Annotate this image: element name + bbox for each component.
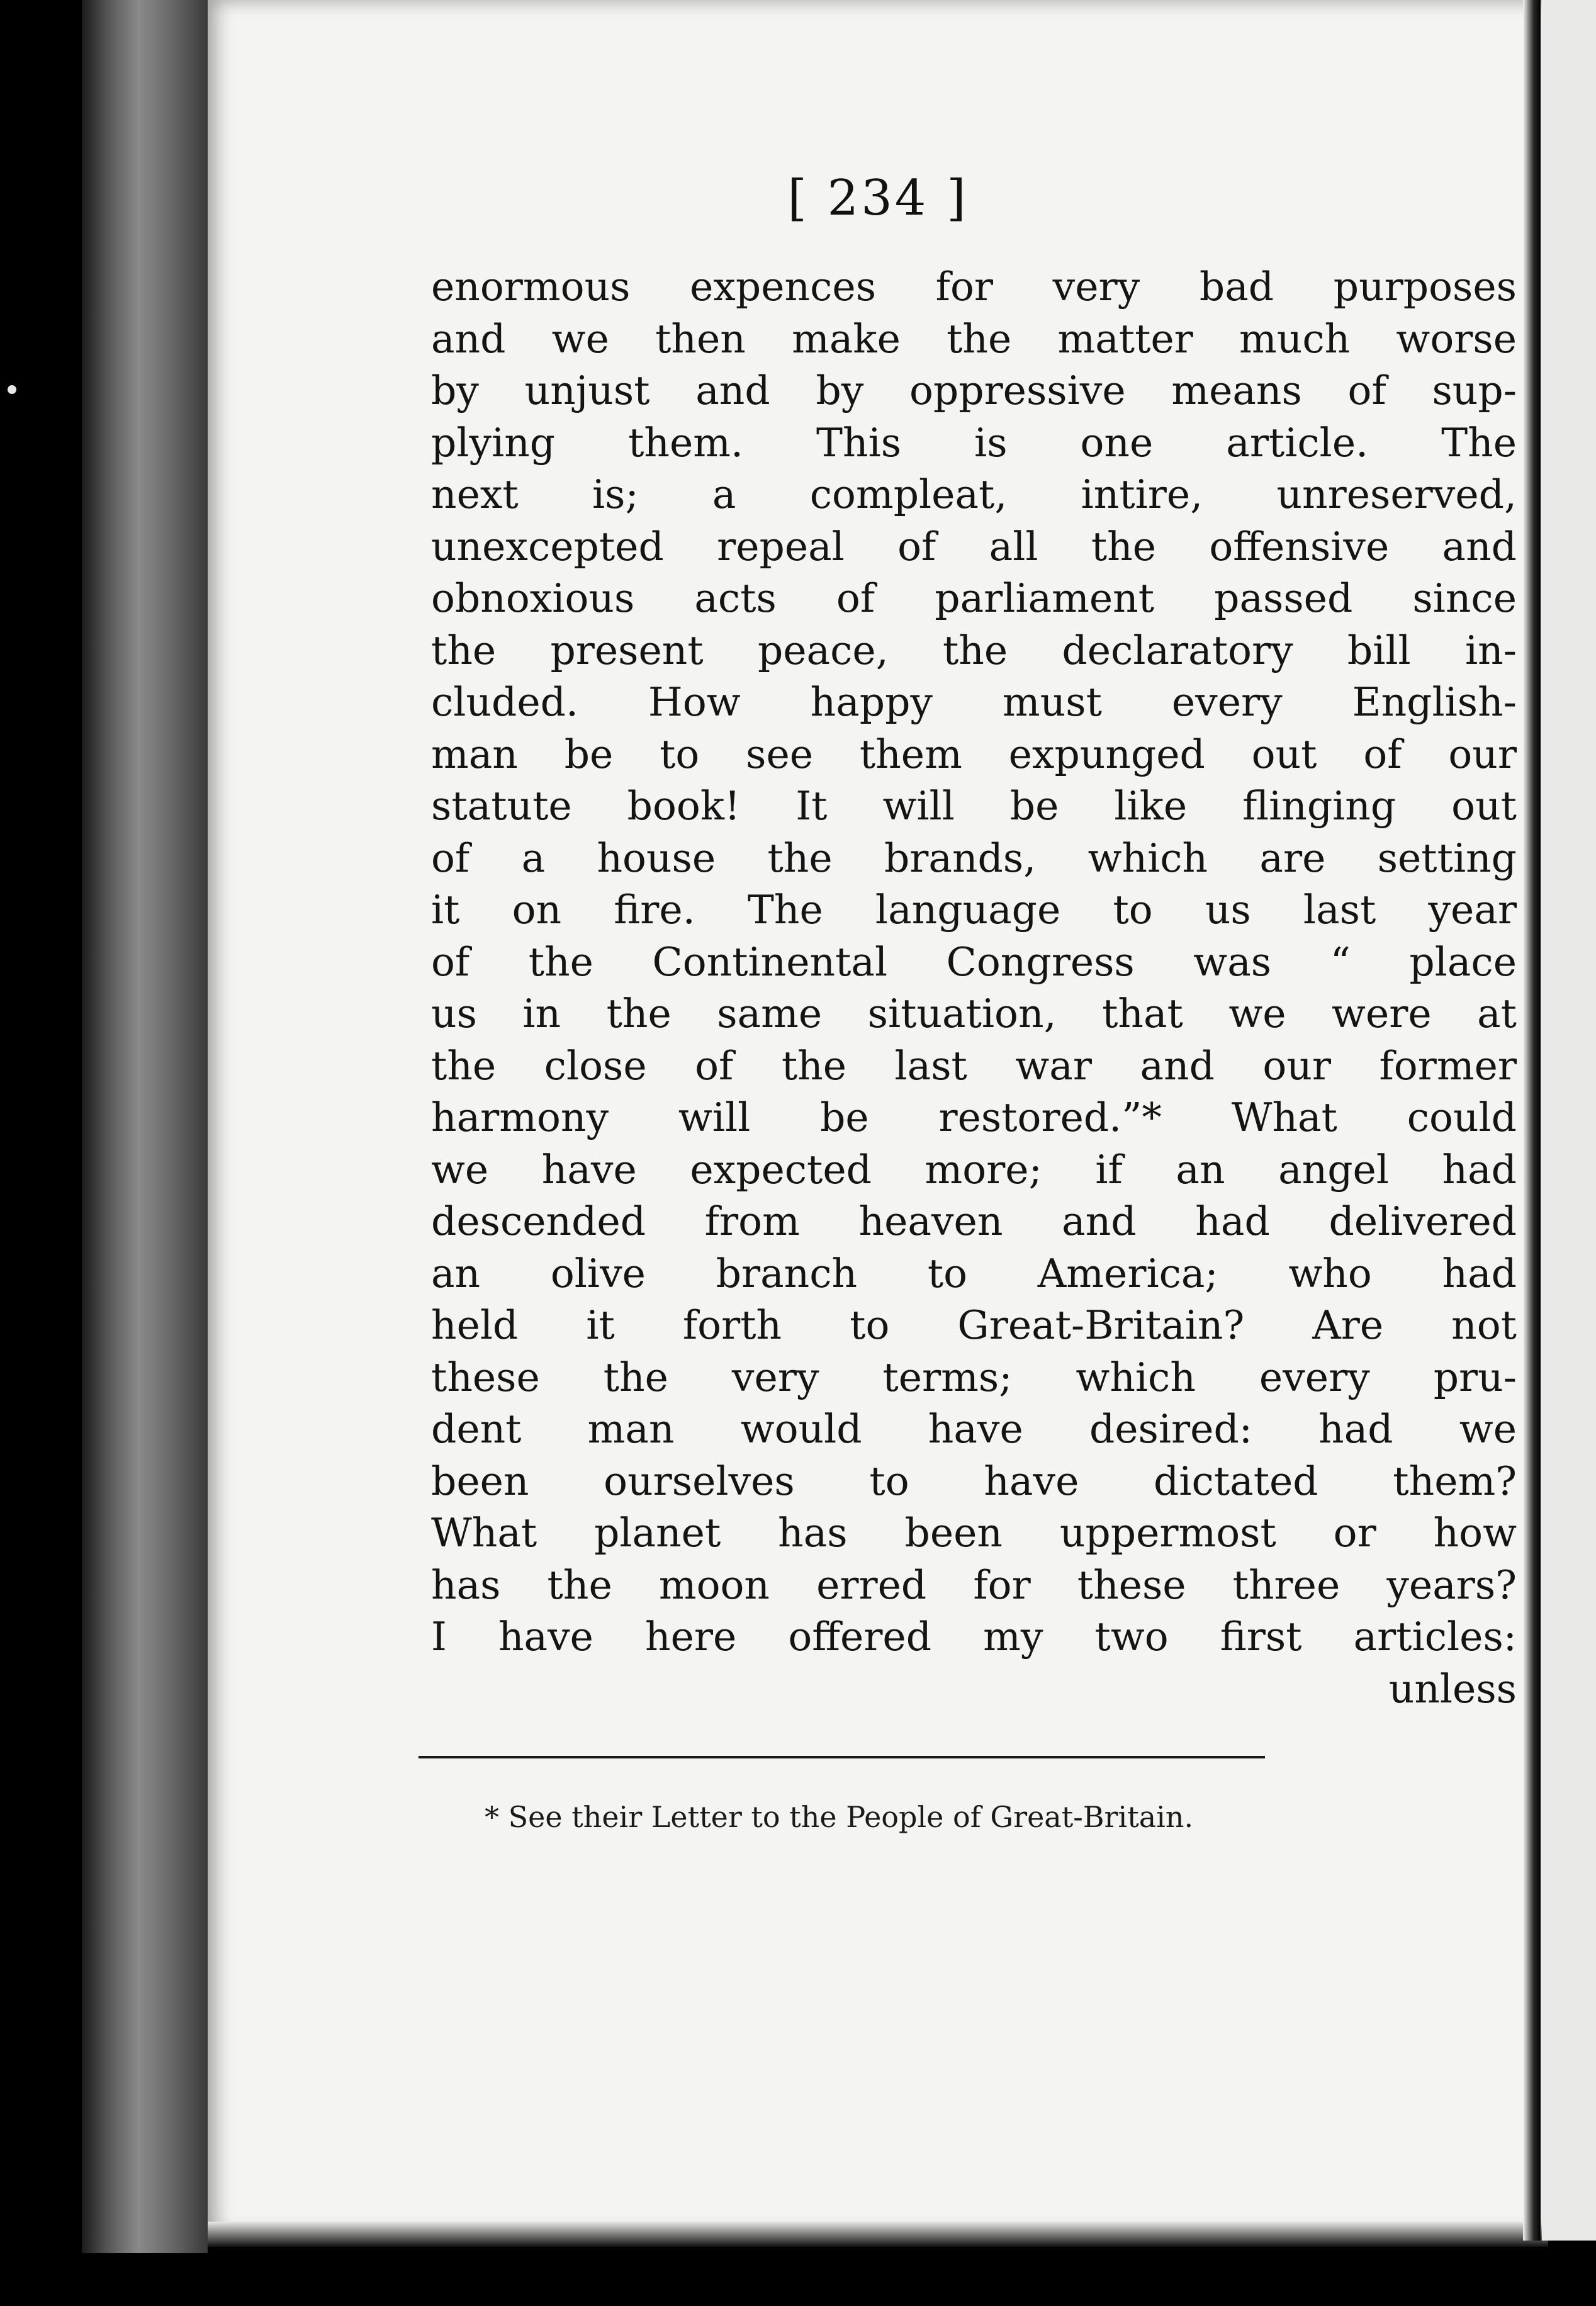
text-line: the close of the last war and our former xyxy=(431,1042,1517,1089)
text-line: us in the same situation, that we were at xyxy=(431,991,1517,1037)
text-line: of a house the brands, which are setting xyxy=(431,835,1517,881)
text-line: unexcepted repeal of all the offensive and xyxy=(431,523,1517,570)
page-number: [ 234 ] xyxy=(787,170,969,227)
text-line: enormous expences for very bad purposes xyxy=(431,264,1517,310)
page-right-edge xyxy=(1523,0,1541,2241)
footnote: * See their Letter to the People of Great-Britain. xyxy=(485,1800,1194,1834)
text-line: and we then make the matter much worse xyxy=(431,315,1517,362)
catchword: unless xyxy=(1388,1665,1517,1712)
text-line: we have expected more; if an angel had xyxy=(431,1146,1517,1193)
text-line: the present peace, the declaratory bill in- xyxy=(431,627,1517,673)
page-bottom-edge xyxy=(208,2222,1548,2247)
text-line: it on fire. The language to us last year xyxy=(431,887,1517,933)
scan-speck xyxy=(8,385,16,394)
text-line: an olive branch to America; who had xyxy=(431,1250,1517,1296)
text-line: been ourselves to have dictated them? xyxy=(431,1458,1517,1504)
text-line: these the very terms; which every pru- xyxy=(431,1354,1517,1400)
text-line: cluded. How happy must every English- xyxy=(431,679,1517,725)
text-line: obnoxious acts of parliament passed since xyxy=(431,575,1517,621)
footnote-rule xyxy=(419,1756,1265,1758)
body-text xyxy=(431,261,1517,1715)
text-line: What planet has been uppermost or how xyxy=(431,1510,1517,1556)
text-line: dent man would have desired: had we xyxy=(431,1406,1517,1452)
page-sheet xyxy=(208,0,1548,2234)
text-line: descended from heaven and had delivered xyxy=(431,1198,1517,1244)
text-line: man be to see them expunged out of our xyxy=(431,731,1517,777)
text-line: by unjust and by oppressive means of sup- xyxy=(431,368,1517,413)
text-line: of the Continental Congress was “ place xyxy=(431,938,1517,985)
facing-page-edge xyxy=(1542,0,1596,2241)
text-line: has the moon erred for these three years? xyxy=(431,1561,1517,1608)
text-line: plying them. This is one article. The xyxy=(431,419,1517,466)
text-line: harmony will be restored.”* What could xyxy=(431,1094,1517,1140)
text-line: statute book! It will be like flinging out xyxy=(431,783,1517,829)
book-binding-gutter xyxy=(82,0,208,2253)
text-line: I have here offered my two first articles: xyxy=(431,1614,1517,1660)
text-line: next is; a compleat, intire, unreserved, xyxy=(431,471,1517,517)
text-line: held it forth to Great-Britain? Are not xyxy=(431,1302,1517,1348)
